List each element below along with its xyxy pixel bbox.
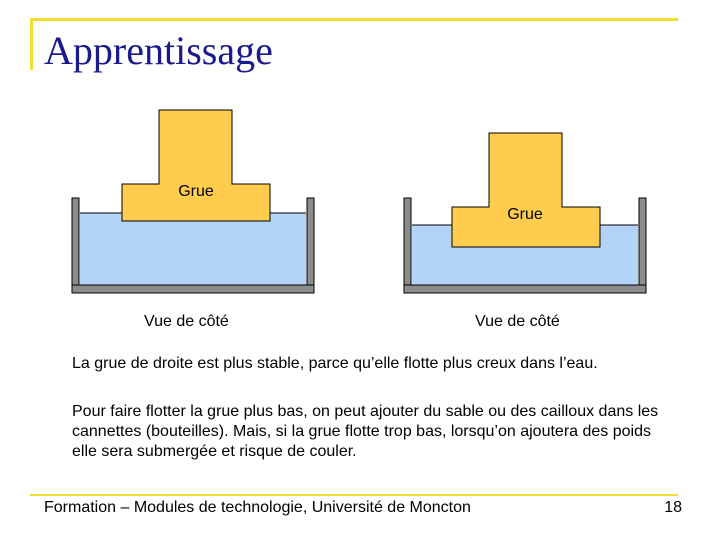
right-diagram-caption: Vue de côté — [475, 313, 560, 330]
right-tank-wall-right — [639, 198, 646, 288]
right-tank-wall-left — [404, 198, 411, 288]
left-crane-shape — [122, 110, 270, 221]
page-title: Apprentissage — [44, 28, 273, 73]
left-water — [80, 213, 306, 285]
left-diagram-caption: Vue de côté — [144, 313, 229, 330]
left-tank-floor — [72, 285, 314, 293]
right-crane-shape — [452, 133, 600, 247]
right-crane-label: Grue — [507, 206, 543, 223]
left-tank-diagram — [72, 110, 314, 293]
page-number: 18 — [664, 499, 682, 516]
footer-rule — [30, 494, 678, 496]
right-tank-diagram — [404, 133, 646, 293]
left-tank-wall-right — [307, 198, 314, 288]
left-tank-wall-left — [72, 198, 79, 288]
right-tank-floor — [404, 285, 646, 293]
left-crane-label: Grue — [178, 183, 214, 200]
paragraph-sinking: Pour faire flotter la grue plus bas, on peut ajouter du sable ou des cailloux dans les cannettes (bouteilles). Mais, si la grue flotte trop bas, lorsqu’on ajoutera des poids elle sera submergée et risque de couler. — [72, 403, 659, 460]
paragraph-stability: La grue de droite est plus stable, parce qu’elle flotte plus creux dans l’eau. — [72, 355, 598, 372]
footer-credit: Formation – Modules de technologie, Université de Moncton — [44, 499, 471, 516]
